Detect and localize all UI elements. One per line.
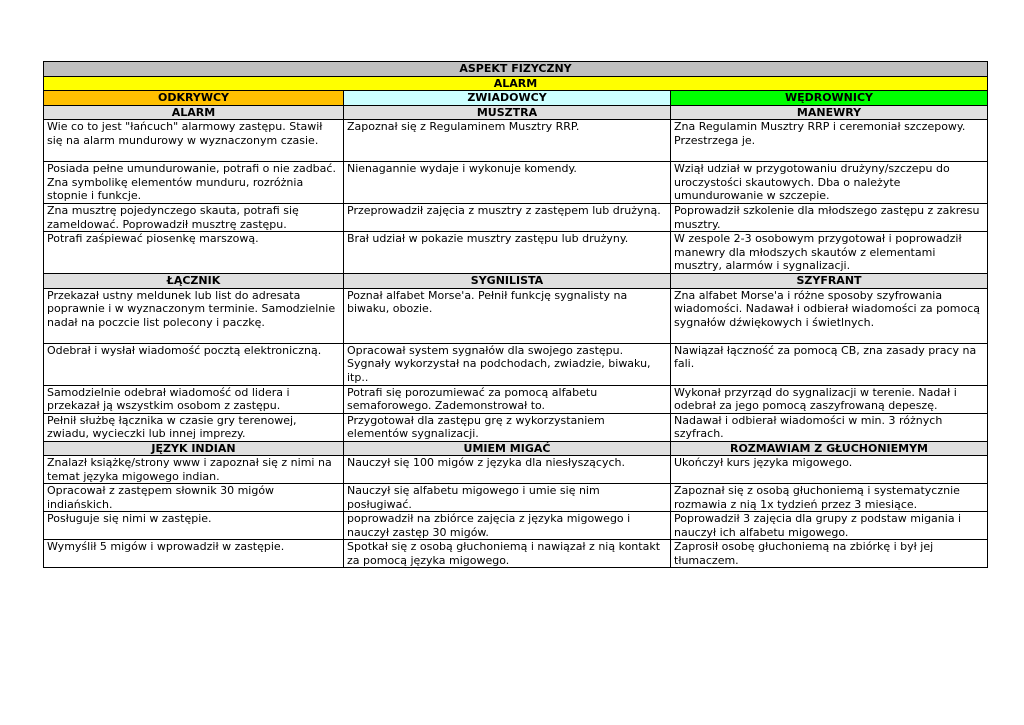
table-cell: Samodzielnie odebrał wiadomość od lidera i przekazał ją wszystkim osobom z zastępu. [44,385,344,413]
table-cell: Zna alfabet Morse'a i różne sposoby szyfrowania wiadomości. Nadawał i odbierał wiadomości za pomocą sygnałów dźwiękowych i świetlnych. [671,288,988,343]
section-header: UMIEM MIGAĆ [344,441,671,456]
table-cell: Wykonał przyrząd do sygnalizacji w terenie. Nadał i odebrał za jego pomocą zaszyfrowaną depeszę. [671,385,988,413]
section-header: MUSZTRA [344,105,671,120]
table-row [44,540,988,568]
table-row [44,512,988,540]
section-header-row [44,105,988,120]
table-cell: Zna Regulamin Musztry RRP i ceremoniał szczepowy. Przestrzega je. [671,120,988,162]
table-row [44,120,988,162]
table-cell: Poprowadził 3 zajęcia dla grupy z podstaw migania i nauczył ich alfabetu migowego. [671,512,988,540]
table-row [44,343,988,385]
column-header-row [44,91,988,106]
table-cell: Przekazał ustny meldunek lub list do adresata poprawnie i w wyznaczonym terminie. Samodzielnie nadał na poczcie list polecony i paczkę. [44,288,344,343]
table-cell: Opracował z zastępem słownik 30 migów indiańskich. [44,484,344,512]
section-header: ŁĄCZNIK [44,274,344,289]
table-row [44,413,988,441]
section-header: ALARM [44,105,344,120]
table-cell: Potrafi zaśpiewać piosenkę marszową. [44,232,344,274]
subtitle-row [44,76,988,91]
column-header-zwiadowcy: ZWIADOWCY [344,91,671,106]
table-row [44,162,988,204]
table-cell: Znalazł książkę/strony www i zapoznał się z nimi na temat języka migowego indian. [44,456,344,484]
table-cell: Brał udział w pokazie musztry zastępu lub drużyny. [344,232,671,274]
column-header-wedrownicy: WĘDROWNICY [671,91,988,106]
table-cell: Wymyślił 5 migów i wprowadził w zastępie. [44,540,344,568]
table-cell: Wziął udział w przygotowaniu drużyny/szczepu do uroczystości skautowych. Dba o należyte umundurowanie w szczepie. [671,162,988,204]
section-header: SYGNILISTA [344,274,671,289]
section-header-row [44,441,988,456]
table-cell: Nawiązał łączność za pomocą CB, zna zasady pracy na fali. [671,343,988,385]
table-cell: Odebrał i wysłał wiadomość pocztą elektroniczną. [44,343,344,385]
table-cell: Potrafi się porozumiewać za pomocą alfabetu semaforowego. Zademonstrował to. [344,385,671,413]
table-row [44,456,988,484]
table-cell: Nauczył się 100 migów z języka dla niesłyszących. [344,456,671,484]
table-cell: W zespole 2-3 osobowym przygotował i poprowadził manewry dla młodszych skautów z elementami musztry, alarmów i sygnalizacji. [671,232,988,274]
table-row [44,288,988,343]
column-header-odkrywcy: ODKRYWCY [44,91,344,106]
table-cell: Przygotował dla zastępu grę z wykorzystaniem elementów sygnalizacji. [344,413,671,441]
table-cell: Posługuje się nimi w zastępie. [44,512,344,540]
table-cell: Nadawał i odbierał wiadomości w min. 3 różnych szyfrach. [671,413,988,441]
section-header: ROZMAWIAM Z GŁUCHONIEMYM [671,441,988,456]
section-header: MANEWRY [671,105,988,120]
table-cell: poprowadził na zbiórce zajęcia z języka migowego i nauczył zastęp 30 migów. [344,512,671,540]
table-cell: Pełnił służbę łącznika w czasie gry terenowej, zwiadu, wycieczki lub innej imprezy. [44,413,344,441]
table-row [44,204,988,232]
table-cell: Zapoznał się z Regulaminem Musztry RRP. [344,120,671,162]
section-header: JĘZYK INDIAN [44,441,344,456]
table-cell: Opracował system sygnałów dla swojego zastępu. Sygnały wykorzystał na podchodach, zwiadzie, biwaku, itp.. [344,343,671,385]
table-cell: Nienagannie wydaje i wykonuje komendy. [344,162,671,204]
table-cell: Poznał alfabet Morse'a. Pełnił funkcję sygnalisty na biwaku, obozie. [344,288,671,343]
section-header: SZYFRANT [671,274,988,289]
table-subtitle: ALARM [44,76,988,91]
table-cell: Zapoznał się z osobą głuchoniemą i systematycznie rozmawia z nią 1x tydzień przez 3 miesiące. [671,484,988,512]
table-cell: Wie co to jest "łańcuch" alarmowy zastępu. Stawił się na alarm mundurowy w wyznaczonym czasie. [44,120,344,162]
table-cell: Spotkał się z osobą głuchoniemą i nawiązał z nią kontakt za pomocą języka migowego. [344,540,671,568]
table-cell: Nauczył się alfabetu migowego i umie się nim posługiwać. [344,484,671,512]
table-cell: Przeprowadził zajęcia z musztry z zastępem lub drużyną. [344,204,671,232]
table-row [44,385,988,413]
table-cell: Ukończył kurs języka migowego. [671,456,988,484]
table-cell: Poprowadził szkolenie dla młodszego zastępu z zakresu musztry. [671,204,988,232]
table-cell: Posiada pełne umundurowanie, potrafi o nie zadbać. Zna symbolikę elementów munduru, rozróżnia stopnie i funkcje. [44,162,344,204]
table-title: ASPEKT FIZYCZNY [44,62,988,77]
requirements-table [43,61,988,568]
table-cell: Zaprosił osobę głuchoniemą na zbiórkę i był jej tłumaczem. [671,540,988,568]
table-row [44,484,988,512]
table-row [44,232,988,274]
table-cell: Zna musztrę pojedynczego skauta, potrafi się zameldować. Poprowadził musztrę zastępu. [44,204,344,232]
section-header-row [44,274,988,289]
title-row [44,62,988,77]
